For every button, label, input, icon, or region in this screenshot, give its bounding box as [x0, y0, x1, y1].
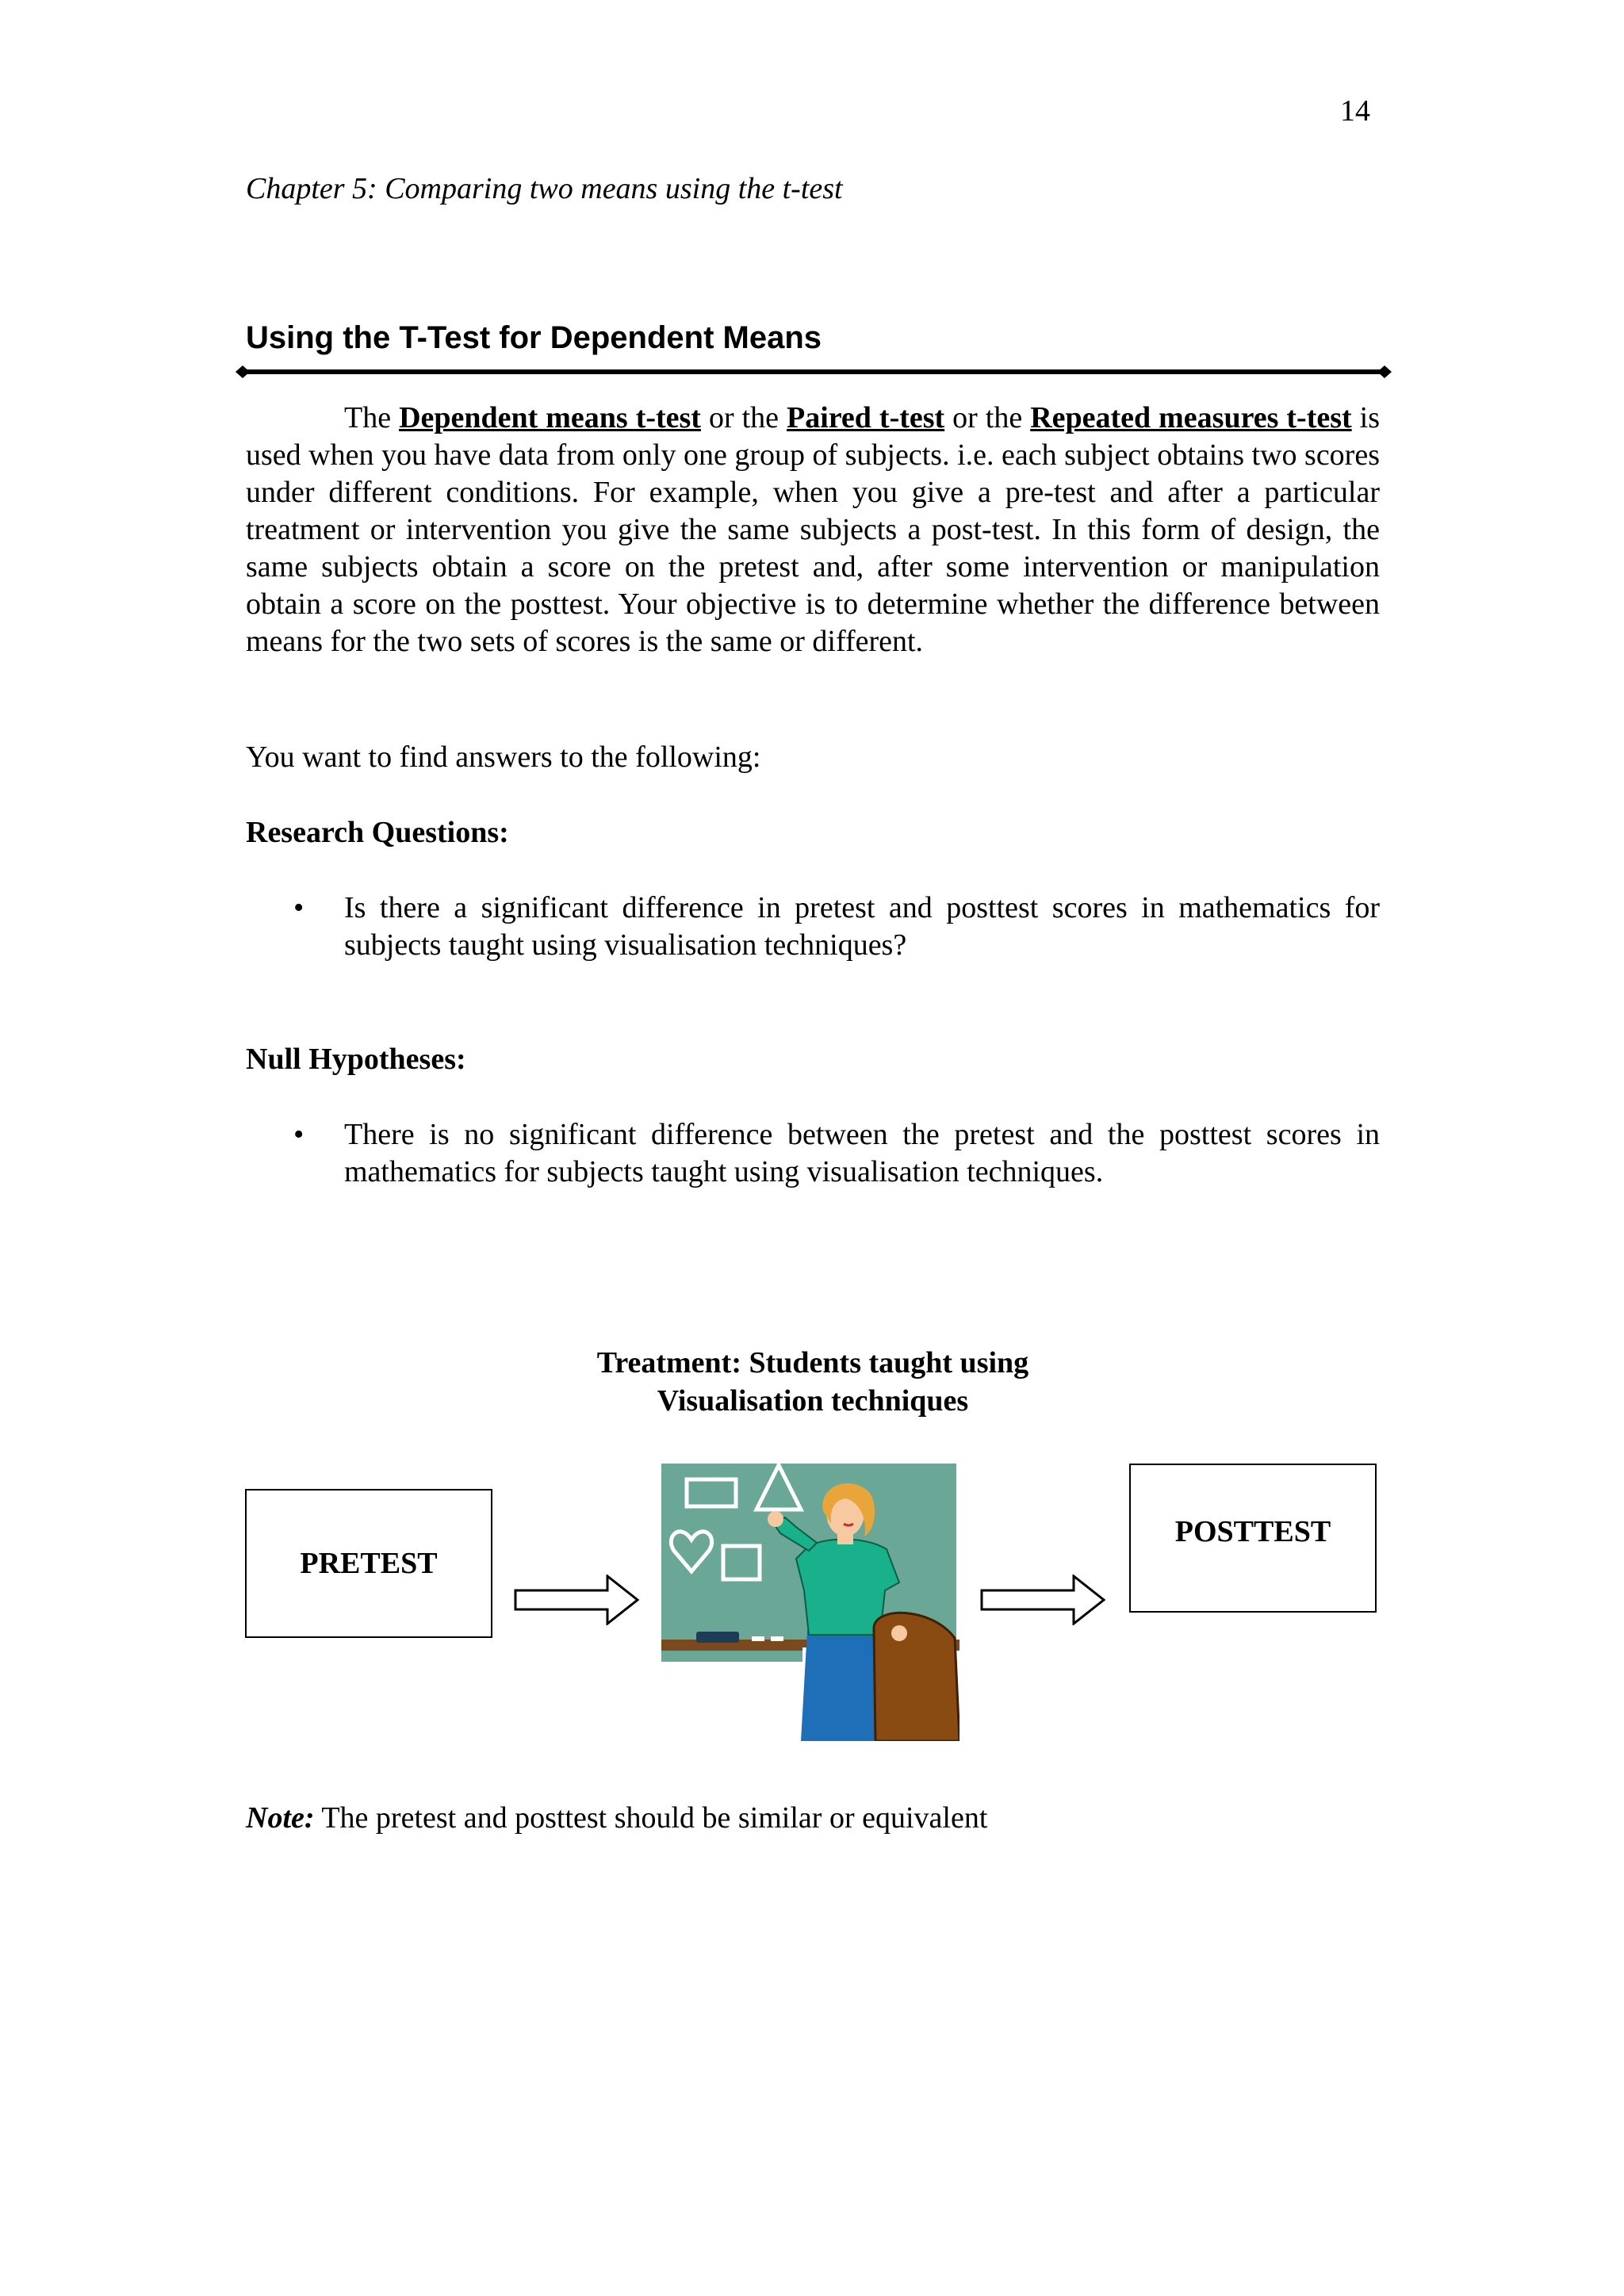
section-heading: Using the T-Test for Dependent Means [246, 320, 822, 355]
chapter-title: Chapter 5: Comparing two means using the t-test [246, 172, 843, 205]
note [246, 1800, 1380, 1837]
page-number: 14 [1340, 94, 1370, 128]
chair [874, 1613, 959, 1741]
term-dependent-means: Dependent means t-test [399, 401, 701, 434]
research-question-item: • Is there a significant difference in pretest and posttest scores in mathematics for subjects taught using visualisation techniques? [293, 891, 1380, 962]
right-arrow-icon [980, 1575, 1107, 1625]
treatment-label [500, 1344, 1126, 1420]
intro-paragraph: The Dependent means t-test or the Paired t-test or the Repeated measures t-test is used when you have data from only one group of subjects. i.e. each subject obtains two scores under different conditions. For example, when you give a pre-test and after a particular treatment or intervention you give the same subjects a post-test. In this form of design, the same subjects obtain a score on the pretest and, after some intervention or manipulation obtain a score on the posttest. Your objective is to determine whether the difference between means for the two sets of scores is the same or different. [246, 401, 1380, 658]
null-hypotheses-heading: Null Hypotheses: [246, 1043, 466, 1076]
bullet-icon: • [293, 891, 304, 924]
null-hypotheses-list [246, 1116, 1380, 1191]
research-questions-heading: Research Questions: [246, 816, 509, 849]
treatment-line-2: Visualisation techniques [657, 1384, 969, 1418]
hand [768, 1511, 783, 1527]
pretest-label: PRETEST [300, 1547, 438, 1580]
research-questions-list [246, 890, 1380, 964]
heading-rule [235, 365, 1392, 379]
intro-line: You want to find answers to the following: [246, 740, 761, 774]
treatment-line-1: Treatment: Students taught using [596, 1346, 1029, 1380]
posttest-box [1129, 1464, 1377, 1613]
term-repeated-measures: Repeated measures t-test [1030, 401, 1352, 434]
bullet-icon: • [293, 1118, 304, 1151]
right-arrow-icon [514, 1575, 641, 1625]
note-label: Note: [246, 1801, 315, 1835]
note-text: The pretest and posttest should be similar or equivalent [314, 1801, 988, 1835]
teacher-at-chalkboard-illustration [661, 1464, 959, 1741]
pretest-box [245, 1489, 492, 1638]
term-paired: Paired t-test [786, 401, 945, 434]
null-hypothesis-item: • There is no significant difference between the pretest and the posttest scores in mathematics for subjects taught using visualisation techniques. [293, 1118, 1380, 1188]
posttest-label: POSTTEST [1174, 1515, 1331, 1548]
